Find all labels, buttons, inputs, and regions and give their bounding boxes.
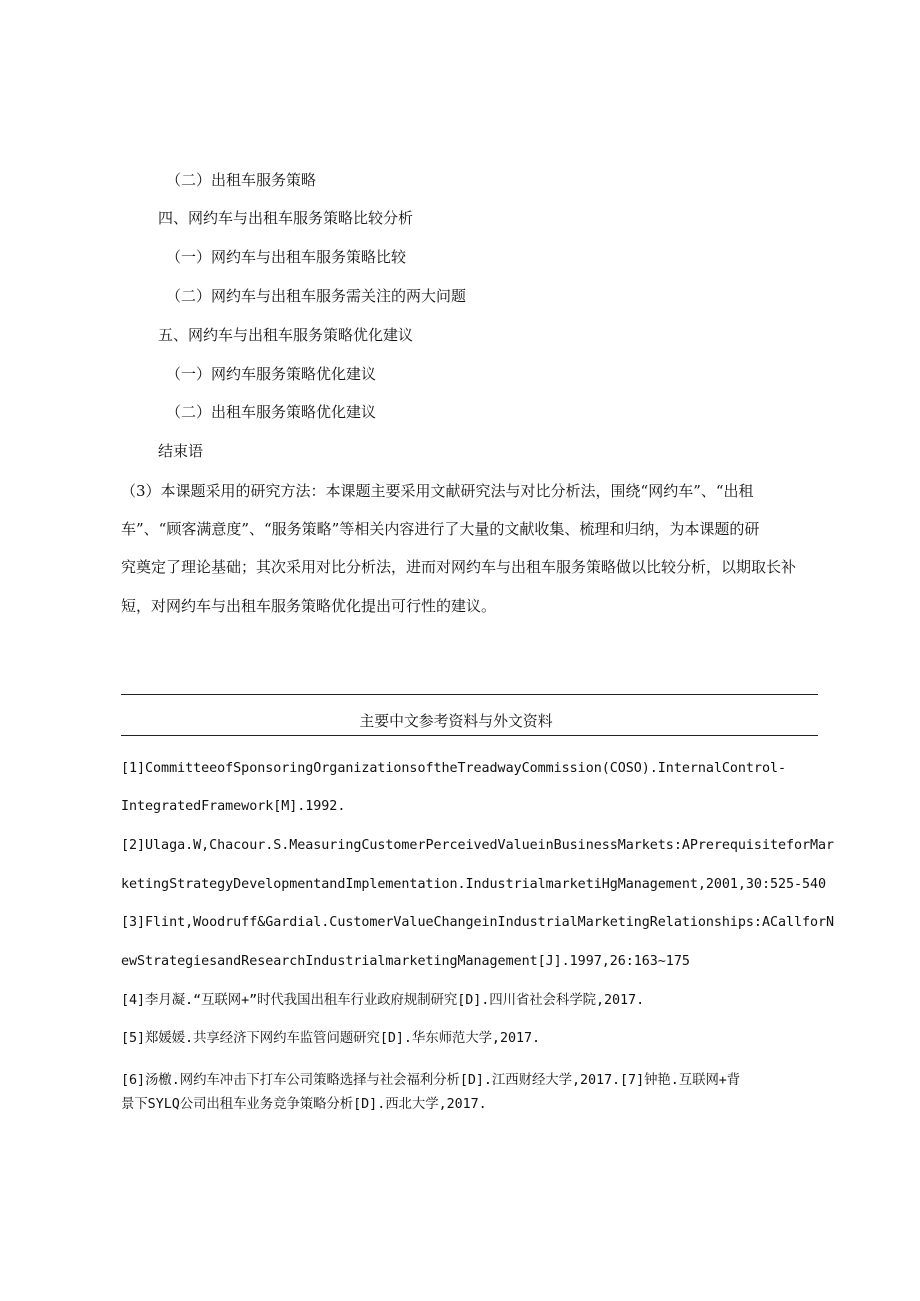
methods-line: 车”、“顾客满意度”、“服务策略”等相关内容进行了大量的文献收集、梳理和归纳，为本课题的研 [121,520,760,538]
outline-conclusion: 结束语 [158,442,204,460]
reference-line: [1]CommitteeofSponsoringOrganizationsoftheTreadwayCommission(COSO).InternalControl- [121,761,786,776]
outline-item-4-2: （二）网约车与出租车服务需关注的两大问题 [166,287,467,305]
reference-line: [3]Flint,Woodruff&Gardial.CustomerValueChangeinIndustrialMarketingRelationships:ACallforN [121,915,835,930]
methods-line: （3）本课题采用的研究方法：本课题主要采用文献研究法与对比分析法，围绕“网约车”、“出租 [121,482,754,500]
outline-item-5-2: （二）出租车服务策略优化建议 [166,403,377,421]
outline-section-4: 四、网约车与出租车服务策略比较分析 [158,209,414,227]
reference-line: ewStrategiesandResearchIndustrialmarketingManagement[J].1997,26:163~175 [121,954,690,969]
outline-item-4-1: （一）网约车与出租车服务策略比较 [166,248,407,266]
reference-line: [4]李月凝.“互联网+”时代我国出租车行业政府规制研究[D].四川省社会科学院,2017. [121,993,645,1008]
reference-line: 景下SYLQ公司出租车业务竞争策略分析[D].西北大学,2017. [121,1097,487,1112]
reference-line: ketingStrategyDevelopmentandImplementation.IndustrialmarketiHgManagement,2001,30:525-540 [121,877,827,892]
methods-line: 短，对网约车与出租车服务策略优化提出可行性的建议。 [121,597,497,615]
outline-item-2-2: （二）出租车服务策略 [166,171,317,189]
reference-line: IntegratedFramework[M].1992. [121,799,346,814]
references-top-rule [121,694,818,695]
outline-section-5: 五、网约车与出租车服务策略优化建议 [158,326,414,344]
references-bottom-rule [121,735,818,736]
reference-line: [2]Ulaga.W,Chacour.S.MeasuringCustomerPerceivedValueinBusinessMarkets:APrerequisiteforMar [121,838,835,853]
methods-line: 究奠定了理论基础；其次采用对比分析法，进而对网约车与出租车服务策略做以比较分析，以期取长补 [121,558,797,576]
outline-item-5-1: （一）网约车服务策略优化建议 [166,365,377,383]
reference-line: [6]汤檄.网约车冲击下打车公司策略选择与社会福利分析[D].江西财经大学,2017.[7]钟艳.互联网+背 [121,1073,741,1088]
reference-line: [5]郑媛媛.共享经济下网约车监管问题研究[D].华东师范大学,2017. [121,1031,540,1046]
references-heading: 主要中文参考资料与外文资料 [359,712,553,730]
